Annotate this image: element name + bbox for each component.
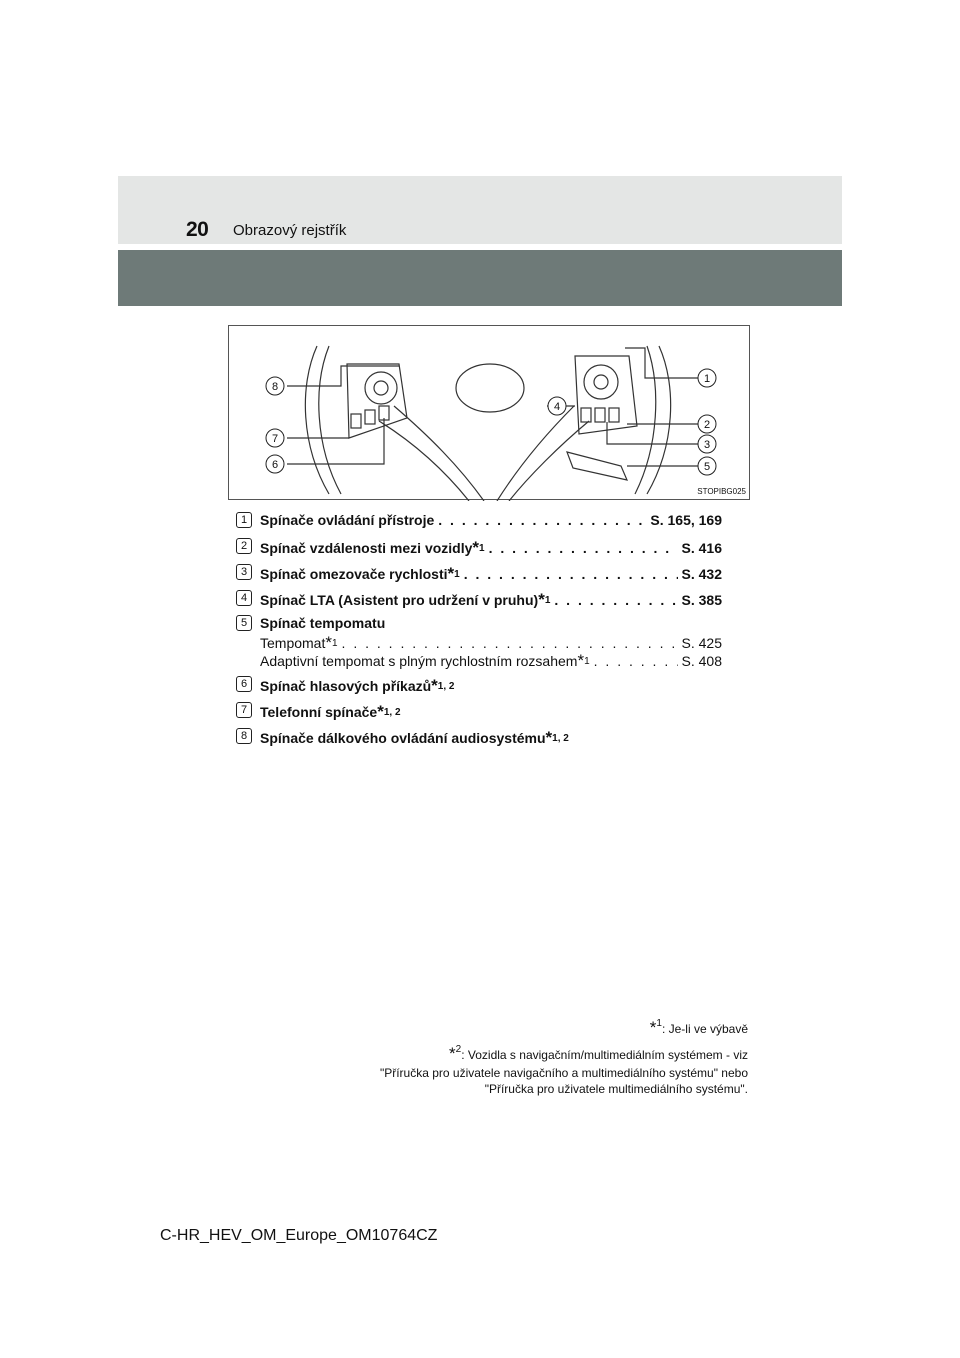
steering-wheel-illustration: [229, 326, 751, 501]
header-band: [118, 176, 842, 244]
footnote-1: *$^1$: Je-li ve výbavě: [649, 1018, 748, 1037]
footnote-2-line-3: "Příručka pro uživatele multimediálního systému".: [484, 1082, 748, 1096]
callout-label-5: 5: [703, 461, 711, 473]
footnote-2-line-2: "Příručka pro uživatele navigačního a multimediálního systému" nebo: [379, 1066, 748, 1080]
page-number: 20: [186, 218, 209, 241]
callout-label-6: 6: [271, 459, 279, 471]
list-item: 5 Spínač tempomatu Tempomat * $^1$ . . . S. 425 Adaptivní tempomat s plným rychlostním rozsahem * $^1$ . . . S. 408: [236, 615, 722, 671]
callout-label-4: 4: [553, 401, 561, 413]
callout-label-2: 2: [703, 419, 711, 431]
figure-id: STOPIBG025: [697, 487, 746, 496]
steering-wheel-figure: [228, 325, 750, 500]
callout-label-1: 1: [703, 373, 711, 385]
callout-label-7: 7: [271, 433, 279, 445]
footnote-2: *$^2$: Vozidla s navigačním/multimediálním systémem - viz: [449, 1044, 748, 1063]
callout-label-8: 8: [271, 381, 279, 393]
document-id: C-HR_HEV_OM_Europe_OM10764CZ: [160, 1227, 438, 1244]
header-title-bar: [118, 250, 842, 306]
section-title: Obrazový rejstřík: [233, 222, 347, 239]
callout-label-3: 3: [703, 439, 711, 451]
